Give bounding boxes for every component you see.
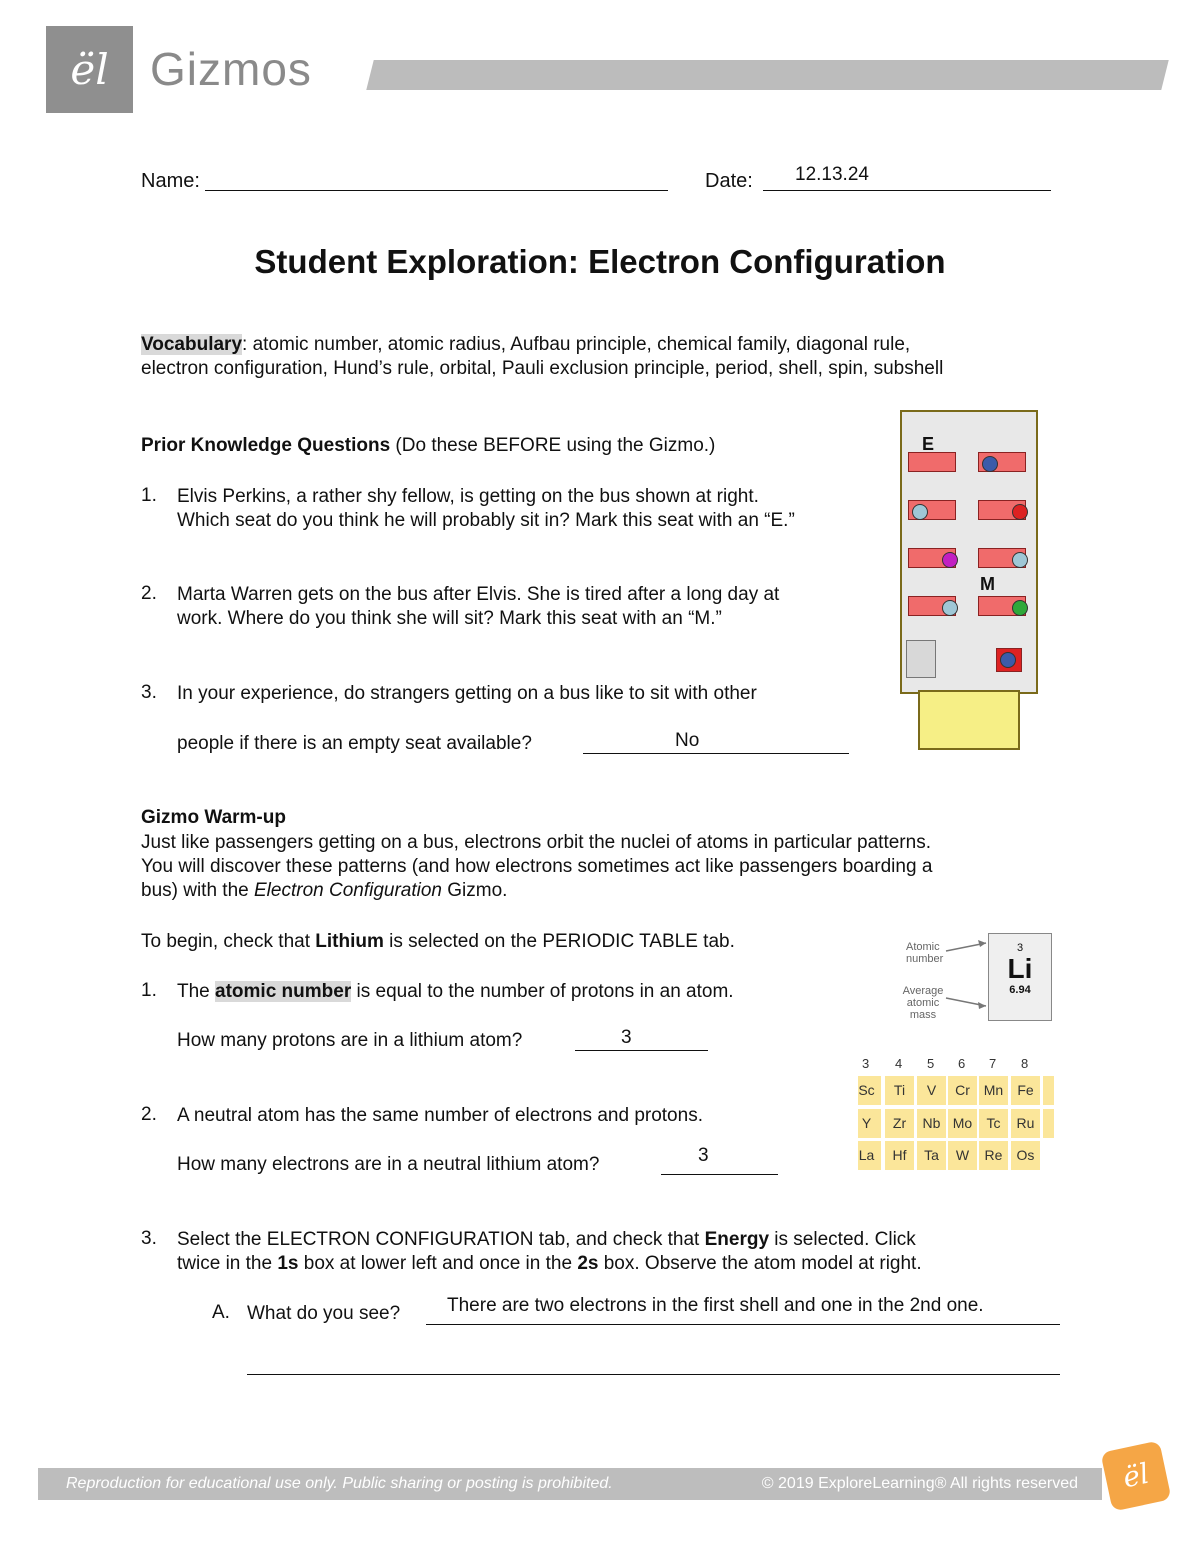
name-field[interactable]: [205, 168, 668, 191]
name-label: Name:: [141, 170, 200, 192]
element-cell[interactable]: Mo: [948, 1109, 977, 1138]
periodic-table-snippet: 3 4 5 6 7 8 Sc Ti V Cr Mn Fe Y Zr Nb Mo Tc Ru La Hf Ta W Re Os: [858, 1054, 1054, 1172]
lithium-element-card: [988, 933, 1052, 1021]
bus-door-icon: [906, 640, 936, 678]
footer-bar: [38, 1468, 1102, 1500]
date-label: Date:: [705, 170, 753, 192]
warmup-qa-answer-line-2[interactable]: [247, 1350, 1060, 1375]
warmup-q1-number: 1.: [141, 980, 157, 1001]
element-cell[interactable]: Ta: [917, 1141, 946, 1170]
element-cell[interactable]: Cr: [948, 1076, 977, 1105]
warmup-heading: Gizmo Warm-up: [141, 807, 286, 828]
vocabulary-section: [141, 333, 1081, 381]
header-bar: [366, 60, 1168, 90]
footer-disclaimer: Reproduction for educational use only. Public sharing or posting is prohibited.: [66, 1475, 613, 1492]
passenger-icon: [1012, 600, 1028, 616]
li-mass: 6.94: [1009, 984, 1031, 996]
li-symbol: Li: [1007, 953, 1033, 984]
element-cell[interactable]: Ti: [885, 1076, 914, 1105]
warmup-q2-answer: 3: [698, 1145, 709, 1166]
gizmos-wordmark: Gizmos: [150, 43, 312, 95]
bus-mark-m: M: [980, 574, 995, 594]
date-value: 12.13.24: [795, 164, 869, 185]
element-cell[interactable]: Mn: [979, 1076, 1008, 1105]
driver-icon: [1000, 652, 1016, 668]
element-cell[interactable]: V: [917, 1076, 946, 1105]
element-cell[interactable]: Ru: [1011, 1109, 1040, 1138]
prior-q3-answer: No: [675, 730, 700, 751]
warmup-q3-number: 3.: [141, 1228, 157, 1249]
warmup-q3-text: Select the ELECTRON CONFIGURATION tab, and check that Energy is selected. Click twice in the 1s box at lower left and once in the 2s box. Observe the atom model at right.: [177, 1229, 922, 1274]
element-cell[interactable]: Tc: [979, 1109, 1008, 1138]
prior-q3-answer-line[interactable]: [583, 730, 849, 754]
page-title: Student Exploration: Electron Configuration: [254, 243, 946, 280]
element-cell[interactable]: Y: [858, 1109, 881, 1138]
warmup-q2-ask: How many electrons are in a neutral lithium atom?: [177, 1154, 600, 1175]
warmup-q1-text: The atomic number is equal to the number of protons in an atom.: [177, 981, 734, 1002]
bus-diagram: [900, 410, 1038, 694]
arrow-icon: [944, 937, 990, 957]
bus-front: [918, 690, 1020, 750]
element-cell[interactable]: Sc: [858, 1076, 881, 1105]
prior-q2-number: 2.: [141, 583, 157, 604]
element-cell[interactable]: Hf: [885, 1141, 914, 1170]
prior-q2-text: Marta Warren gets on the bus after Elvis. She is tired after a long day at work. Where do you think she will sit? Mark this seat with an “M.”: [177, 584, 780, 629]
element-cell[interactable]: W: [948, 1141, 977, 1170]
prior-q1-text: Elvis Perkins, a rather shy fellow, is getting on the bus shown at right. Which seat do you think he will probably sit in? Mark this seat with an “E.”: [177, 486, 795, 531]
passenger-icon: [1012, 504, 1028, 520]
element-cell[interactable]: La: [858, 1141, 881, 1170]
prior-q1-number: 1.: [141, 485, 157, 506]
element-cell[interactable]: Zr: [885, 1109, 914, 1138]
warmup-qa-answer: There are two electrons in the first shell and one in the 2nd one.: [447, 1295, 984, 1316]
explorelearning-logo: ël: [46, 26, 133, 113]
average-mass-label: Average atomic mass: [902, 985, 944, 1021]
bus-seat[interactable]: [908, 452, 956, 472]
warmup-q2-answer-line[interactable]: [661, 1151, 778, 1175]
passenger-icon: [942, 552, 958, 568]
element-cell-partial: [1043, 1109, 1054, 1138]
warmup-intro: Just like passengers getting on a bus, electrons orbit the nuclei of atoms in particular patterns. You will discover these patterns (and how electrons sometimes act like passengers boarding a bus) with the Electron Configuration Gizmo.: [141, 832, 933, 901]
element-cell[interactable]: Re: [979, 1141, 1008, 1170]
passenger-icon: [942, 600, 958, 616]
element-cell-partial: [1043, 1076, 1054, 1105]
prior-q3-number: 3.: [141, 682, 157, 703]
bus-mark-e: E: [922, 434, 935, 454]
warmup-qa-label: A.: [212, 1302, 230, 1323]
warmup-q2-text: A neutral atom has the same number of electrons and protons.: [177, 1105, 703, 1126]
warmup-q1-answer: 3: [621, 1027, 632, 1048]
element-cell[interactable]: Os: [1011, 1141, 1040, 1170]
passenger-icon: [982, 456, 998, 472]
prior-q3-text-2: people if there is an empty seat available?: [177, 733, 532, 754]
vocabulary-label: Vocabulary: [141, 334, 243, 355]
prior-heading: Prior Knowledge Questions (Do these BEFORE using the Gizmo.): [141, 435, 716, 456]
vocabulary-line-2: electron configuration, Hund’s rule, orbital, Pauli exclusion principle, period, shell, spin, subshell: [141, 358, 944, 379]
warmup-q1-ask: How many protons are in a lithium atom?: [177, 1030, 523, 1051]
footer-copyright: © 2019 ExploreLearning® All rights reserved: [761, 1475, 1078, 1492]
warmup-begin: To begin, check that Lithium is selected on the PERIODIC TABLE tab.: [141, 931, 735, 952]
arrow-icon: [944, 994, 990, 1014]
li-atomic-number: 3: [1016, 942, 1024, 954]
element-cell[interactable]: Fe: [1011, 1076, 1040, 1105]
element-cell[interactable]: Nb: [917, 1109, 946, 1138]
warmup-qa-ask: What do you see?: [247, 1303, 401, 1324]
atomic-number-label: Atomic number: [906, 941, 944, 965]
vocabulary-line-1: : atomic number, atomic radius, Aufbau principle, chemical family, diagonal rule,: [242, 334, 911, 355]
warmup-q2-number: 2.: [141, 1104, 157, 1125]
explorelearning-footer-logo: ël: [1100, 1440, 1171, 1511]
passenger-icon: [912, 504, 928, 520]
warmup-q1-answer-line[interactable]: [575, 1027, 708, 1051]
passenger-icon: [1012, 552, 1028, 568]
prior-q3-text-1: In your experience, do strangers getting on a bus like to sit with other: [177, 683, 757, 704]
